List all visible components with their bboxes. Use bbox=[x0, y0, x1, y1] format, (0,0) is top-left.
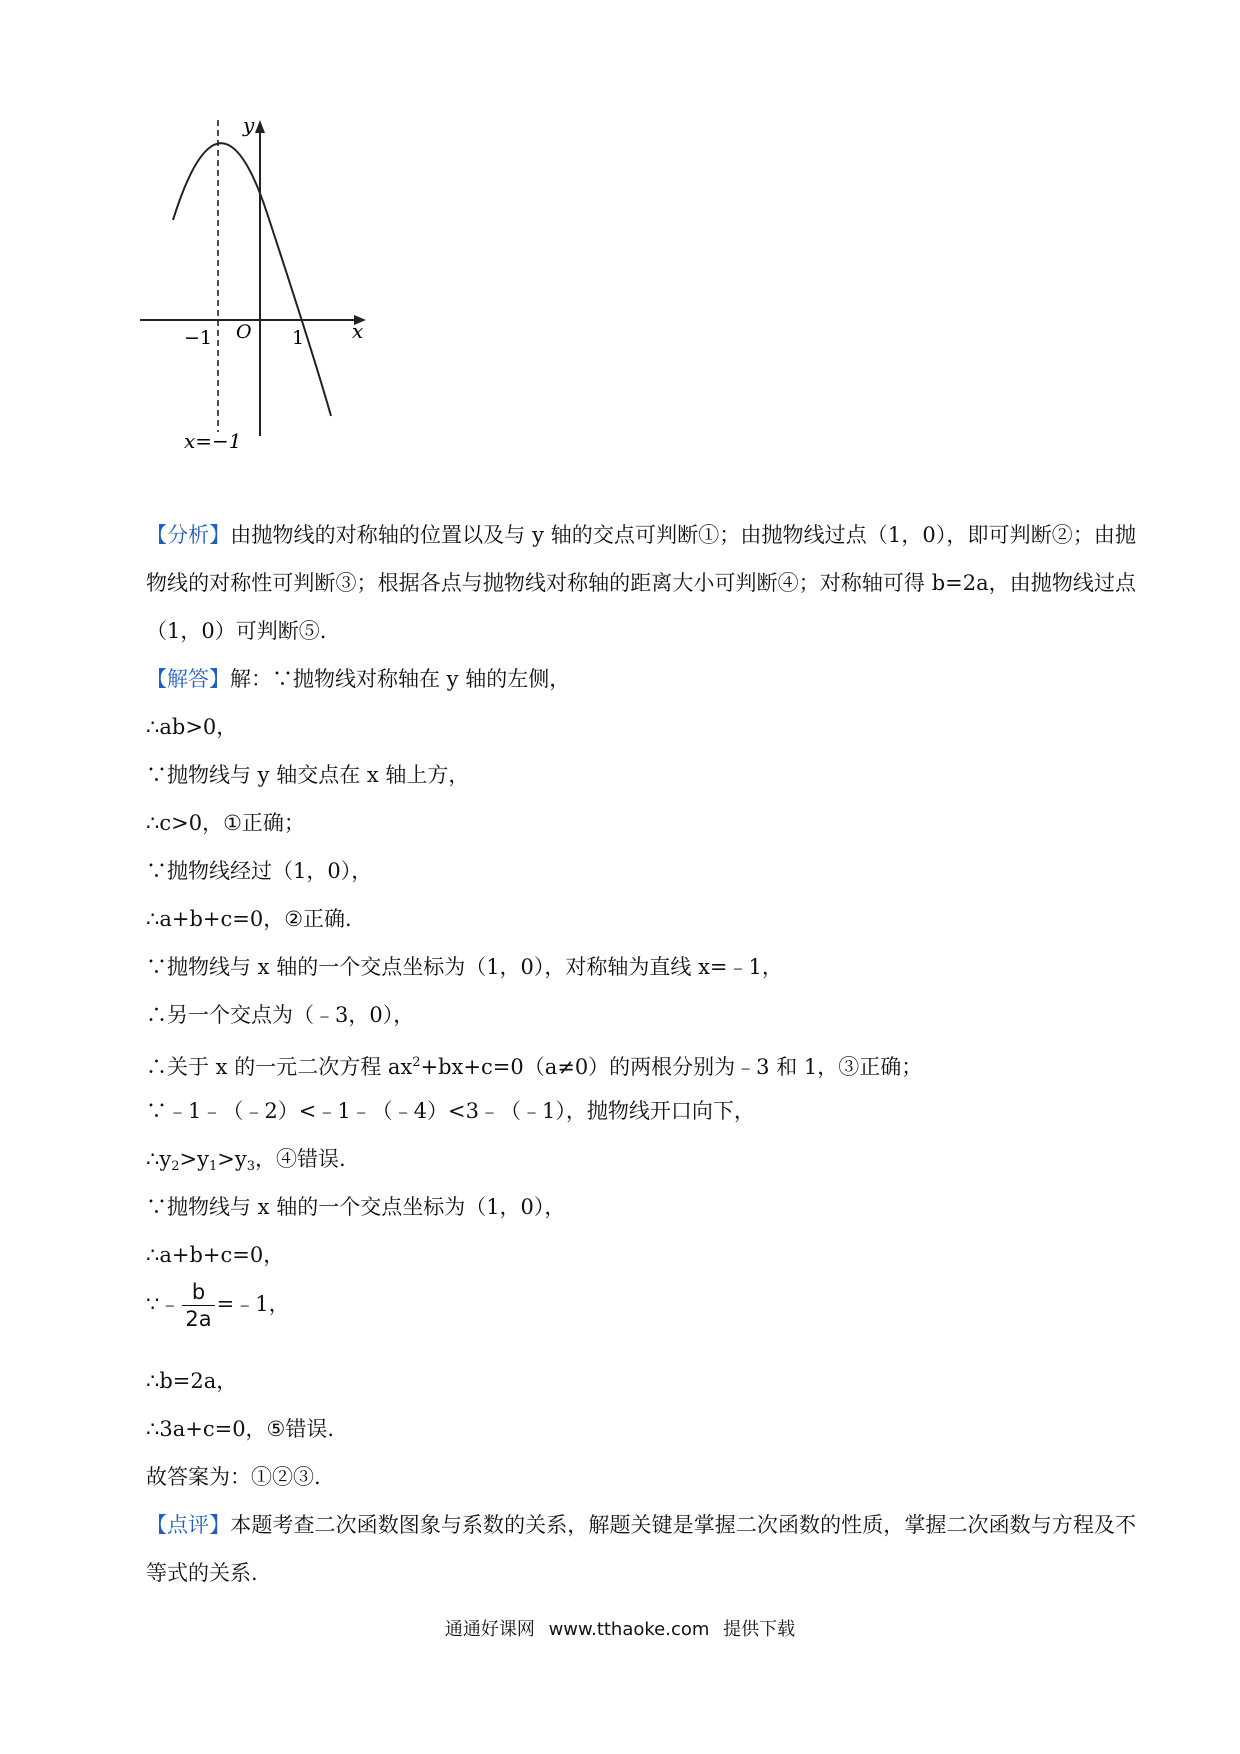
fraction-numerator: b bbox=[182, 1279, 214, 1306]
ineq-part-a: ∴y bbox=[146, 1147, 172, 1171]
answer-line-13 bbox=[146, 1279, 1136, 1357]
footer-url[interactable]: www.tthaoke.com bbox=[548, 1619, 710, 1640]
answer-line-9: ∵﹣1﹣（﹣2）<﹣1﹣（﹣4）<3﹣（﹣1），抛物线开口向下， bbox=[146, 1099, 755, 1123]
equation-part-a: ∴关于 x 的一元二次方程 ax bbox=[146, 1055, 413, 1079]
analysis-tag: 【分析】 bbox=[146, 523, 231, 547]
answer-line-16: 故答案为：①②③. bbox=[146, 1465, 321, 1489]
answer-intro: 解：∵抛物线对称轴在 y 轴的左侧， bbox=[230, 667, 571, 691]
solution-body bbox=[146, 511, 1136, 1597]
answer-line-4: ∵抛物线经过（1，0）， bbox=[146, 859, 373, 883]
comment-tag: 【点评】 bbox=[146, 1513, 231, 1537]
fraction-denominator: 2a bbox=[185, 1307, 212, 1331]
answer-line-1: ∴ab>0， bbox=[146, 715, 238, 739]
ineq-sub-2: 1 bbox=[208, 1159, 218, 1174]
answer-line-6: ∵抛物线与 x 轴的一个交点坐标为（1，0），对称轴为直线 x=﹣1， bbox=[146, 955, 783, 979]
equation-exponent: 2 bbox=[412, 1055, 421, 1070]
parabola-graph bbox=[140, 120, 440, 500]
y-axis-arrow bbox=[255, 120, 265, 133]
ineq-sub-3: 3 bbox=[246, 1159, 256, 1174]
ineq-part-c: >y bbox=[217, 1147, 247, 1171]
analysis-paragraph bbox=[146, 511, 1136, 655]
answer-line-3: ∴c>0，①正确； bbox=[146, 811, 305, 835]
answer-line-2: ∵抛物线与 y 轴交点在 x 轴上方， bbox=[146, 763, 470, 787]
comment-paragraph bbox=[146, 1501, 1136, 1597]
answer-tag: 【解答】 bbox=[146, 667, 230, 691]
y-axis-label: y bbox=[243, 120, 255, 137]
parabola-curve bbox=[173, 143, 331, 416]
footer-action: 提供下载 bbox=[723, 1619, 796, 1640]
ineq-part-b: >y bbox=[179, 1147, 209, 1171]
equation-part-b: +bx+c=0（a≠0）的两根分别为﹣3 和 1，③正确； bbox=[420, 1055, 923, 1079]
answer-intro-line bbox=[146, 655, 1136, 703]
answer-line-10 bbox=[146, 1135, 1136, 1183]
fraction-prefix: ∵﹣ bbox=[146, 1292, 181, 1316]
ineq-sub-1: 2 bbox=[171, 1159, 180, 1174]
answer-line-15: ∴3a+c=0，⑤错误. bbox=[146, 1417, 335, 1441]
symmetry-axis-label: x=−1 bbox=[184, 429, 242, 453]
answer-line-11: ∵抛物线与 x 轴的一个交点坐标为（1，0）， bbox=[146, 1195, 566, 1219]
neg-one-label: −1 bbox=[184, 327, 213, 349]
answer-line-5: ∴a+b+c=0，②正确. bbox=[146, 907, 352, 931]
x-axis-label: x bbox=[352, 319, 364, 343]
fraction bbox=[182, 1279, 214, 1332]
answer-line-12: ∴a+b+c=0， bbox=[146, 1243, 285, 1267]
one-label: 1 bbox=[292, 327, 305, 349]
ineq-part-d: ，④错误. bbox=[255, 1147, 346, 1171]
answer-line-14: ∴b=2a， bbox=[146, 1369, 238, 1393]
answer-line-8 bbox=[146, 1039, 1136, 1087]
analysis-text: 由抛物线的对称轴的位置以及与 y 轴的交点可判断①；由抛物线过点（1，0），即可判断②；由抛物线的对称性可判断③；根据各点与抛物线对称轴的距离大小可判断④；对称轴可得 b=2a，由抛物线过点（1，0）可判断⑤. bbox=[146, 523, 1136, 643]
footer-site: 通通好课网 bbox=[444, 1619, 535, 1640]
origin-label: O bbox=[236, 321, 252, 343]
answer-line-7: ∴另一个交点为（﹣3，0）， bbox=[146, 1003, 415, 1027]
page-footer bbox=[0, 1615, 1240, 1641]
comment-text: 本题考查二次函数图象与系数的关系，解题关键是掌握二次函数的性质，掌握二次函数与方程及不等式的关系. bbox=[146, 1513, 1137, 1585]
fraction-suffix: =﹣1， bbox=[216, 1292, 290, 1316]
